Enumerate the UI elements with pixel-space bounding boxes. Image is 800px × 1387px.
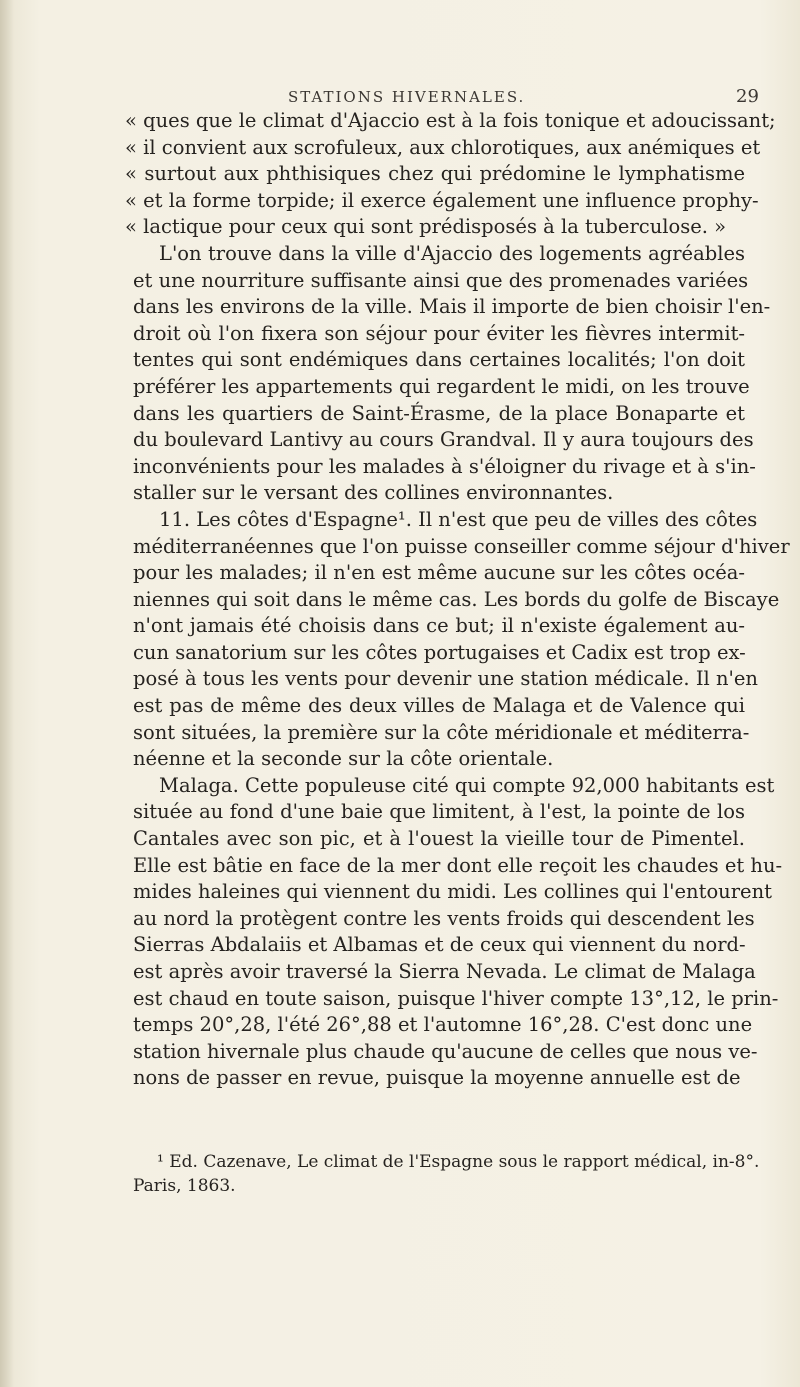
text-line: niennes qui soit dans le même cas. Les bords du golfe de Biscaye xyxy=(133,587,780,611)
text-line: pour les malades; il n'en est même aucune sur les côtes océa- xyxy=(133,561,745,585)
text-line: « il convient aux scrofuleux, aux chlorotiques, aux anémiques et xyxy=(125,135,761,159)
text-line: « ques que le climat d'Ajaccio est à la fois tonique et adoucissant; xyxy=(125,109,776,132)
body-text xyxy=(125,108,790,1092)
text-line: mides haleines qui viennent du midi. Les collines qui l'entourent xyxy=(133,880,772,904)
text-line: sont situées, la première sur la côte méridionale et méditerra- xyxy=(133,720,750,744)
text-line: est après avoir traversé la Sierra Nevada. Le climat de Malaga xyxy=(133,960,756,983)
text-line: tentes qui sont endémiques dans certaines localités; l'on doit xyxy=(133,348,745,372)
subsection-heading-line: Malaga. Cette populeuse cité qui compte 92,000 habitants est xyxy=(159,773,775,797)
text-line: nons de passer en revue, puisque la moyenne annuelle est de xyxy=(133,1066,741,1090)
section-heading-line: 11. Les côtes d'Espagne¹. Il n'est que peu de villes des côtes xyxy=(159,507,758,531)
text-line: préférer les appartements qui regardent le midi, on les trouve xyxy=(133,374,750,398)
text-line: cun sanatorium sur les côtes portugaises et Cadix est trop ex- xyxy=(133,640,746,664)
text-line: « et la forme torpide; il exerce également une influence prophy- xyxy=(125,188,759,212)
gutter-shadow xyxy=(0,0,14,1387)
text-line: station hivernale plus chaude qu'aucune de celles que nous ve- xyxy=(133,1039,758,1063)
text-line: « surtout aux phthisiques chez qui prédomine le lymphatisme xyxy=(125,162,745,186)
text-line: Sierras Abdalaiis et Albamas et de ceux qui viennent du nord- xyxy=(133,933,746,957)
text-line: Cantales avec son pic, et à l'ouest la vieille tour de Pimentel. xyxy=(133,827,745,851)
text-line: staller sur le versant des collines environnantes. xyxy=(133,481,614,505)
footnote-line: ¹ Ed. Cazenave, Le climat de l'Espagne sous le rapport médical, in-8°. xyxy=(157,1152,760,1172)
text-line: et une nourriture suffisante ainsi que des promenades variées xyxy=(133,268,749,292)
text-line: du boulevard Lantivy au cours Grandval. Il y aura toujours des xyxy=(133,428,754,452)
text-line: droit où l'on fixera son séjour pour éviter les fièvres intermit- xyxy=(133,321,745,345)
text-line: est chaud en toute saison, puisque l'hiver compte 13°,12, le prin- xyxy=(133,986,779,1010)
text-line: au nord la protègent contre les vents froids qui descendent les xyxy=(133,906,755,930)
page-number: 29 xyxy=(736,86,759,107)
text-line: Elle est bâtie en face de la mer dont elle reçoit les chaudes et hu- xyxy=(133,853,783,877)
text-line: « lactique pour ceux qui sont prédisposés à la tuberculose. » xyxy=(125,215,727,239)
text-line: située au fond d'une baie que limitent, à l'est, la pointe de los xyxy=(133,800,745,824)
text-line: méditerranéennes que l'on puisse conseiller comme séjour d'hiver xyxy=(133,534,790,558)
footnotes xyxy=(133,1150,760,1198)
running-head: STATIONS HIVERNALES. xyxy=(288,88,526,106)
text-line: néenne et la seconde sur la côte orientale. xyxy=(133,747,554,771)
text-line: L'on trouve dans la ville d'Ajaccio des logements agréables xyxy=(159,241,745,265)
text-line: temps 20°,28, l'été 26°,88 et l'automne 16°,28. C'est donc une xyxy=(133,1013,753,1037)
footnote-line: Paris, 1863. xyxy=(133,1176,236,1196)
text-line: est pas de même des deux villes de Malaga et de Valence qui xyxy=(133,694,745,718)
text-line: n'ont jamais été choisis dans ce but; il n'existe également au- xyxy=(133,614,745,638)
text-line: dans les quartiers de Saint-Érasme, de la place Bonaparte et xyxy=(133,401,745,425)
text-line: inconvénients pour les malades à s'éloigner du rivage et à s'in- xyxy=(133,454,756,478)
text-line: dans les environs de la ville. Mais il importe de bien choisir l'en- xyxy=(133,295,771,319)
text-line: posé à tous les vents pour devenir une station médicale. Il n'en xyxy=(133,667,758,691)
